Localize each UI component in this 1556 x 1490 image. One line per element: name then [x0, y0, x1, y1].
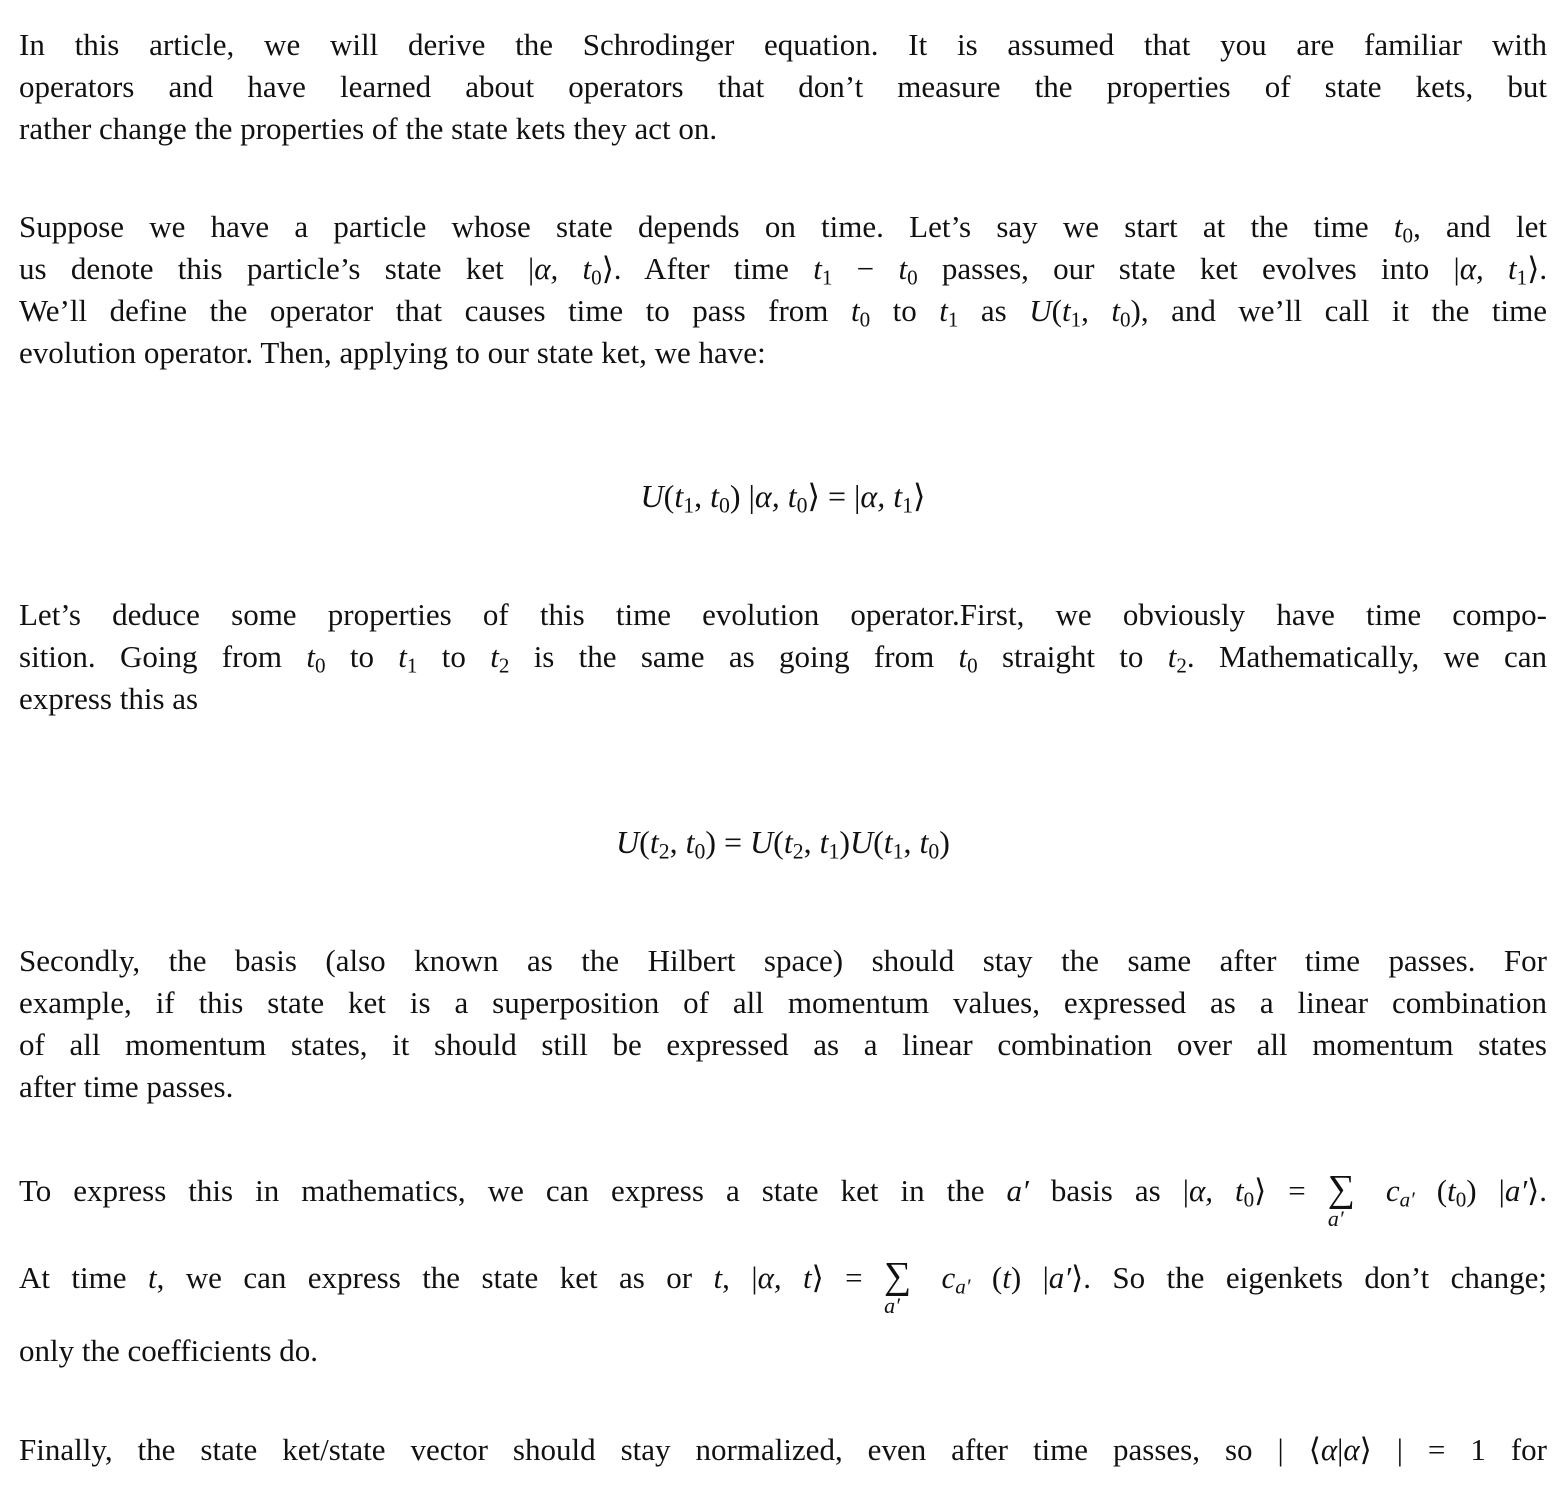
math-t0: $t_0$	[1393, 209, 1414, 248]
text-fragment: . So the eigenkets don’t change;	[1083, 1260, 1548, 1295]
text-line: of all momentum states, it should still be expressed as a linear combination over all momentum states	[19, 1027, 1547, 1062]
text-line: express this as	[19, 681, 199, 716]
math-t0: $t_0$	[850, 293, 871, 332]
text-fragment: , and let	[1413, 209, 1548, 244]
paragraph-expansion-line-2	[19, 1255, 1548, 1318]
text-fragment: . Mathematically, we can	[1186, 639, 1548, 674]
text-line: example, if this state ket is a superposition of all momentum values, expressed as a linear combination	[19, 985, 1547, 1020]
math-expansion-t: t, |α, t⟩ = ∑ a′ $c_{a'}$ (t) |a′⟩	[713, 1255, 1084, 1318]
text-fragment: passes, our state ket evolves into	[941, 251, 1430, 286]
math-t2: $t_2$	[490, 639, 510, 678]
text-line: only the coefficients do.	[19, 1333, 319, 1368]
text-fragment: basis as	[1050, 1173, 1161, 1208]
math-t0: $t_0$	[306, 639, 326, 678]
paragraph-time-evolution	[19, 206, 1547, 374]
text-line: In this article, we will derive the Schrodinger equation. It is assumed that you are familiar with	[19, 27, 1547, 62]
math-t1: $t_1$	[939, 293, 959, 332]
text-line: rather change the properties of the state kets they act on.	[19, 111, 718, 146]
math-t1: $t_1$	[398, 639, 418, 678]
paragraph-basis	[19, 940, 1547, 1108]
text-fragment: sition. Going from	[19, 639, 283, 674]
text-line: Let’s deduce some properties of this time evolution operator.First, we obviously have time compo-	[19, 597, 1547, 632]
text-line: after time passes.	[19, 1069, 234, 1104]
text-line	[19, 1429, 1547, 1471]
text-fragment: Suppose we have a particle whose state depends on time. Let’s say we start at the time	[19, 209, 1369, 244]
math-expansion-t0: |α, $t_0⟩$ = ∑ a′ $c_{a'}$ $(t_0)$ |a′⟩.	[1182, 1168, 1547, 1231]
math-a-prime: a′	[1006, 1173, 1029, 1208]
math-U-t1-t0: $U(t_1$, $t_0$)	[1029, 293, 1141, 332]
text-line: Secondly, the basis (also known as the Hilbert space) should stay the same after time passes. For	[19, 943, 1547, 978]
text-fragment: as	[980, 293, 1007, 328]
paragraph-intro	[19, 24, 1547, 150]
sum-symbol: ∑ a′	[884, 1255, 912, 1318]
math-t0: $t_0$	[958, 639, 978, 678]
math-ket-alpha-t0: |α, $t_0⟩$	[528, 251, 614, 290]
math-t2: $t_2$	[1167, 639, 1187, 678]
sum-symbol: ∑ a′	[1327, 1168, 1355, 1231]
text-fragment: , and we’ll call it the time	[1140, 293, 1548, 328]
text-line	[19, 1168, 1547, 1231]
text-fragment: is the same as going from	[533, 639, 935, 674]
text-fragment: for	[1510, 1432, 1547, 1467]
text-fragment: Finally, the state ket/state vector should stay normalized, even after time passes, so	[19, 1432, 1253, 1467]
text-line: evolution operator. Then, applying to our state ket, we have:	[19, 335, 766, 370]
text-fragment: We’ll define the operator that causes time to pass from	[19, 293, 829, 328]
text-fragment: straight to	[1001, 639, 1144, 674]
math-t1-minus-t0: $t_1 - t_0$	[813, 251, 918, 290]
paragraph-composition	[19, 594, 1547, 720]
text-fragment: . After time	[613, 251, 789, 286]
text-line: operators and have learned about operators that don’t measure the properties of state kets, but	[19, 69, 1547, 104]
paragraph-expansion-line-3	[19, 1330, 1547, 1372]
text-line	[19, 1255, 1548, 1318]
math-normalization: | ⟨α|α⟩ | = 1	[1277, 1432, 1486, 1467]
text-fragment: us denote this particle’s state ket	[19, 251, 504, 286]
text-fragment: , we can express the state ket as or	[156, 1260, 693, 1295]
math-t: t	[147, 1260, 157, 1295]
text-line	[19, 248, 1547, 290]
math-ket-alpha-t1: |α, $t_1⟩$.	[1453, 251, 1548, 290]
text-fragment: To express this in mathematics, we can express a state ket in the	[19, 1173, 985, 1208]
text-fragment: to	[441, 639, 466, 674]
text-line	[19, 206, 1547, 248]
text-line	[19, 636, 1547, 678]
text-fragment: to	[349, 639, 374, 674]
equation-time-evolution: $U(t_1$, $t_0$) |α, $t_0⟩ = |\alpha$, $t_1⟩$	[640, 478, 926, 518]
paragraph-normalization	[19, 1429, 1547, 1471]
equation-composition: $U(t_2$, $t_0) = U(t_2$, $t_1)U(t_1$, $t_0$)	[616, 824, 950, 864]
text-line	[19, 290, 1547, 332]
text-fragment: At time	[19, 1260, 127, 1295]
text-fragment: to	[892, 293, 917, 328]
paragraph-expansion-line-1	[19, 1168, 1547, 1231]
